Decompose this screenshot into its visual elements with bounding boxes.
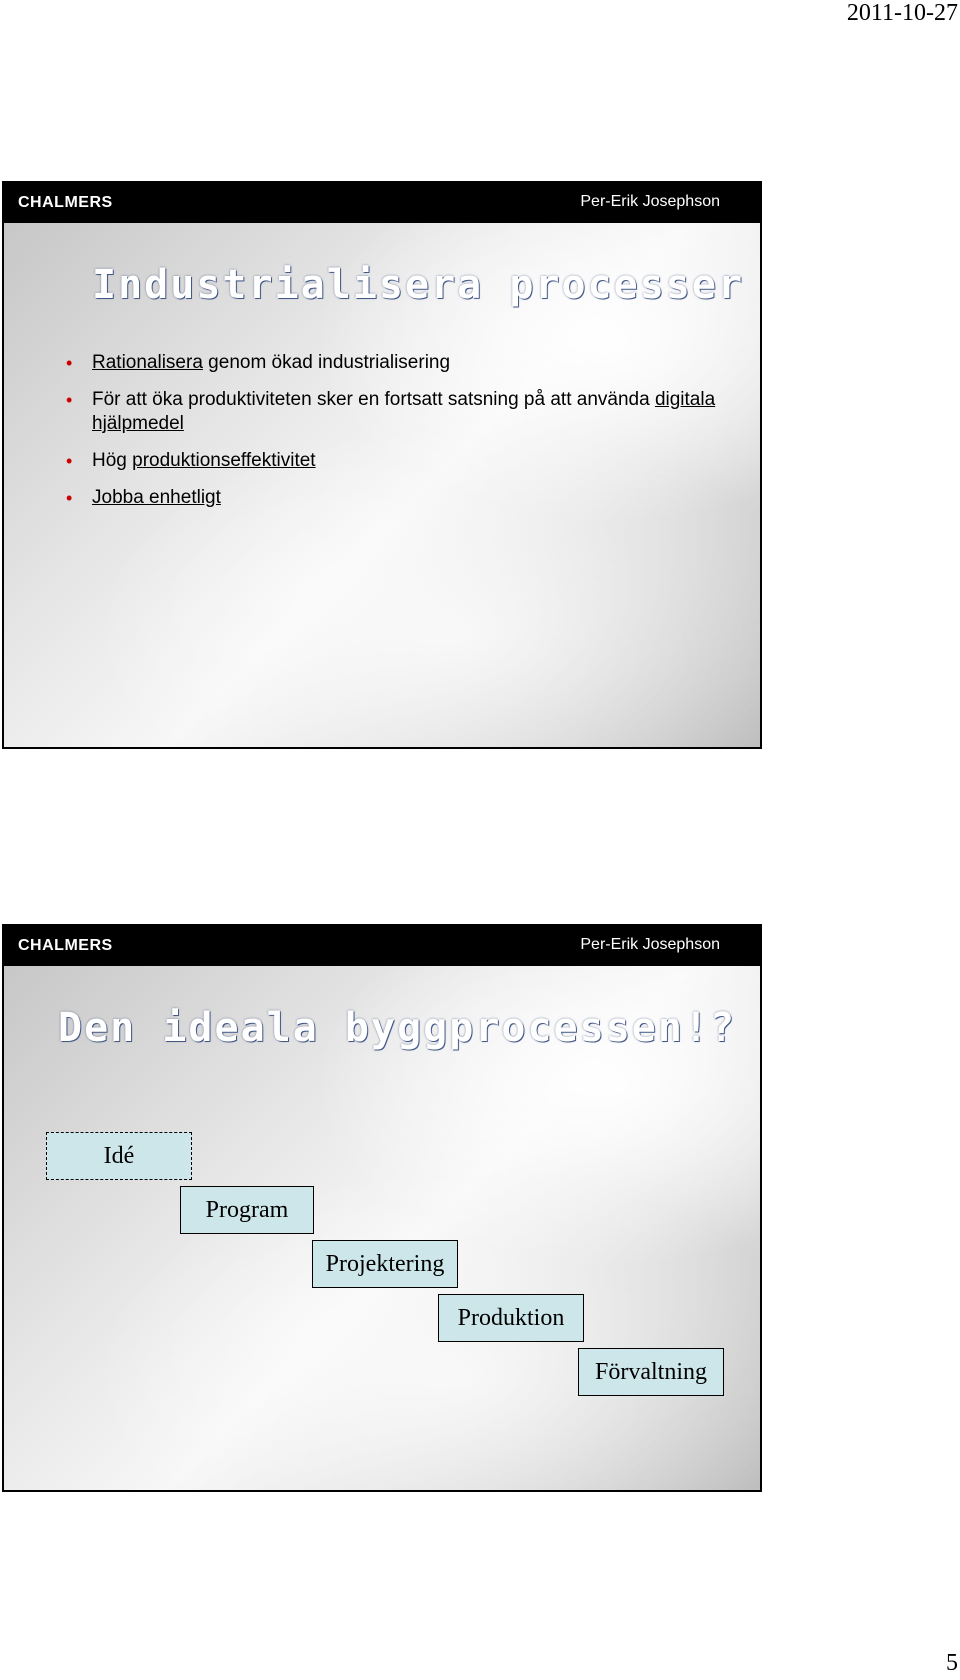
flow-step-program: Program xyxy=(180,1186,314,1234)
bullet-dot-icon: • xyxy=(66,353,73,373)
bullet-text-underlined: Rationalisera xyxy=(92,352,203,373)
slide-header xyxy=(4,926,760,966)
bullet-dot-icon: • xyxy=(66,390,73,410)
author-name: Per-Erik Josephson xyxy=(580,193,720,210)
bullet-item xyxy=(66,449,726,473)
bullet-dot-icon: • xyxy=(66,488,73,508)
bullet-item xyxy=(66,388,726,436)
author-name: Per-Erik Josephson xyxy=(580,936,720,953)
bullet-text: Hög xyxy=(92,450,133,471)
chalmers-logo: CHALMERS xyxy=(18,937,113,954)
flow-step-projektering: Projektering xyxy=(312,1240,458,1288)
slide-title: Industrialisera processer xyxy=(92,262,745,308)
slide-byggprocessen xyxy=(2,924,762,1492)
bullet-item xyxy=(66,351,726,375)
slide-industrialisera xyxy=(2,181,762,749)
bullet-text: För att öka produktiviteten sker en fortsatt satsning på att använda xyxy=(92,389,655,410)
bullet-list xyxy=(66,351,726,523)
bullet-text: genom ökad industrialisering xyxy=(202,352,451,373)
slide-title: Den ideala byggprocessen!? xyxy=(58,1005,737,1051)
chalmers-logo: CHALMERS xyxy=(18,194,113,211)
bullet-text-underlined: produktionseffektivitet xyxy=(132,450,316,471)
flow-step-ide: Idé xyxy=(46,1132,192,1180)
bullet-dot-icon: • xyxy=(66,451,73,471)
slide-header xyxy=(4,183,760,223)
flow-step-forvaltning: Förvaltning xyxy=(578,1348,724,1396)
flow-step-produktion: Produktion xyxy=(438,1294,584,1342)
page-date: 2011-10-27 xyxy=(846,0,958,26)
bullet-text-underlined: Jobba enhetligt xyxy=(92,487,221,508)
bullet-text-underlined: digitala hjälpmedel xyxy=(92,389,716,434)
page-number: 5 xyxy=(946,1650,958,1676)
bullet-item xyxy=(66,486,726,510)
